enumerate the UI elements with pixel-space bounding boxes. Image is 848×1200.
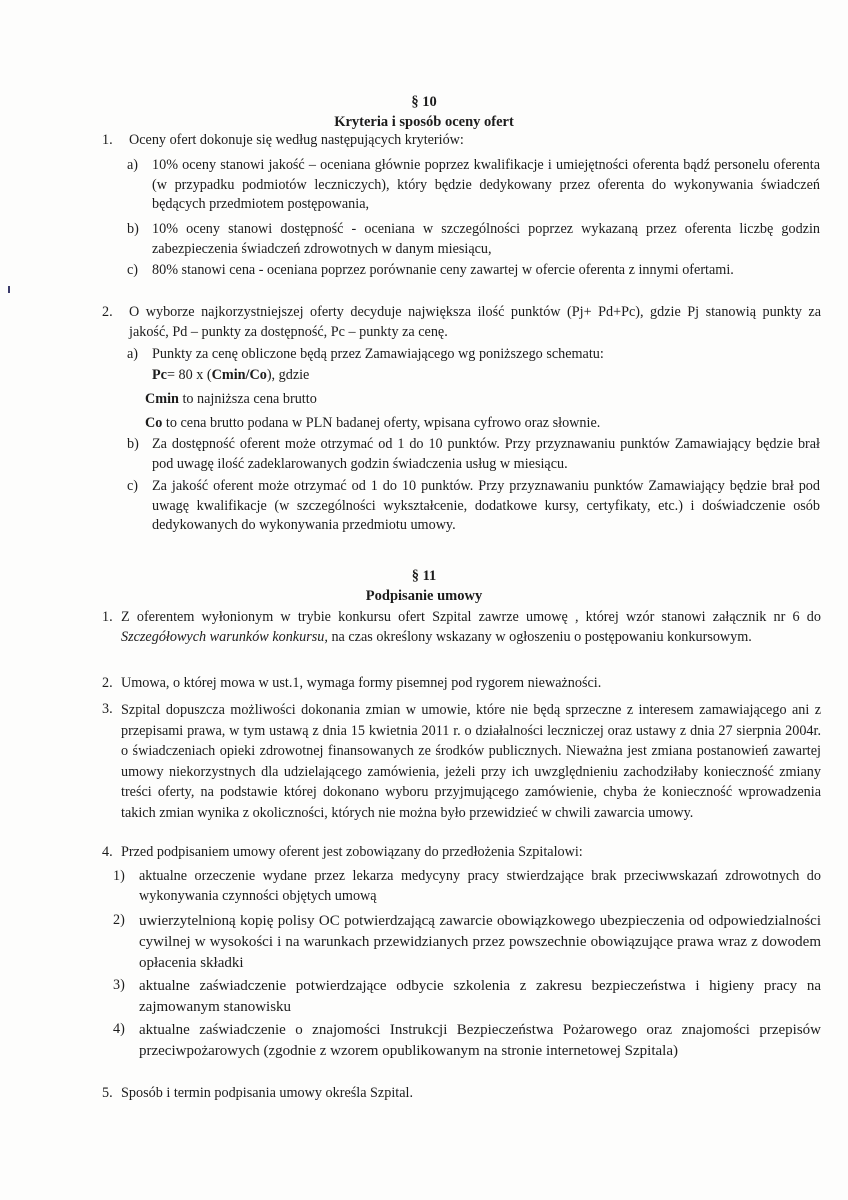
s10-p1a-text: 10% oceny stanowi jakość – oceniana głównie poprzez kwalifikacje i umiejętności oferenta bądź personelu oferenta (w przypadku podmiotów leczniczych), który będzie dedykowany przez oferenta do wykonywania świadczeń będących przedmiotem postępowania, bbox=[152, 157, 820, 213]
s11-p5-number: 5. bbox=[102, 1085, 113, 1101]
s11-p4-i3-marker: 3) bbox=[113, 977, 125, 993]
formula-ratio: Cmin/Co bbox=[211, 367, 267, 383]
scan-mark bbox=[8, 286, 10, 293]
s11-p1-text: Z oferentem wyłonionym w trybie konkursu ofert Szpital zawrze umowę , której wzór stanowi załącznik nr 6 do Szczegółowych warunków konkursu, na czas określony wskazany w ogłoszeniu o postępowaniu konkursowym. bbox=[121, 609, 821, 645]
s10-p1-text: Oceny ofert dokonuje się według następujących kryteriów: bbox=[129, 132, 464, 148]
s10-p2b-marker: b) bbox=[127, 436, 139, 452]
s11-p1-number: 1. bbox=[102, 609, 113, 625]
section-11-title: Podpisanie umowy bbox=[365, 588, 483, 604]
s10-p1c-text: 80% stanowi cena - oceniana poprzez porównanie ceny zawartej w ofercie oferenta z innymi ofertami. bbox=[152, 262, 734, 278]
s10-p2-text: O wyborze najkorzystniejszej oferty decyduje największa ilość punktów (Pj+ Pd+Pc), gdzie Pj stanowią punkty za jakość, Pd – punkty za dostępność, Pc – punkty za cenę. bbox=[129, 304, 821, 340]
s10-co-definition: Co to cena brutto podana w PLN badanej oferty, wpisana cyfrowo oraz słownie. bbox=[145, 415, 601, 431]
section-11-number: § 11 bbox=[411, 568, 437, 584]
s10-p2a-text: Punkty za cenę obliczone będą przez Zamawiającego wg poniższego schematu: bbox=[152, 346, 604, 362]
section-10-number: § 10 bbox=[411, 94, 437, 110]
s10-p2c-marker: c) bbox=[127, 478, 139, 494]
s11-p4-number: 4. bbox=[102, 844, 113, 860]
s11-p4-i2-text: uwierzytelnioną kopię polisy OC potwierdzającą zawarcie obowiązkowego ubezpieczenia od odpowiedzialności cywilnej w wysokości i na warunkach przewidzianych przez powszechnie obowiązujące prawa wraz z dowodem opłacenia składki bbox=[139, 913, 821, 971]
s11-p3-number: 3. bbox=[102, 701, 113, 717]
s11-p4-i1-marker: 1) bbox=[113, 868, 125, 884]
s10-p1b-marker: b) bbox=[127, 221, 139, 237]
s10-p2b-text: Za dostępność oferent może otrzymać od 1 do 10 punktów. Przy przyznawaniu punktów Zamawiający będzie brał pod uwagę ilość zadeklarowanych godzin świadczenia usług w miesiącu. bbox=[152, 436, 820, 472]
s10-p1a-marker: a) bbox=[127, 157, 139, 173]
s11-p4-i2-marker: 2) bbox=[113, 912, 125, 928]
s11-p3-text: Szpital dopuszcza możliwości dokonania zmian w umowie, które nie będą sprzeczne z interesem zamawiającego ani z przepisami prawa, w tym ustawą z dnia 15 kwietnia 2011 r. o działalności leczniczej oraz ustawy z dnia 27 sierpnia 2004r. o świadczeniach opieki zdrowotnej finansowanych ze środków publicznych. Nieważna jest zmiana postanowień zawartej umowy niekorzystnych dla udzielającego zamówienia, jeżeli przy ich uwzględnieniu zachodziłaby konieczność zmiany treści oferty, na podstawie której dokonano wyboru przyjmującego zamówienie, chyba że konieczność wprowadzenia takich zmian wynika z okoliczności, których nie można było przewidzieć w chwili zawarcia umowy. bbox=[121, 702, 821, 821]
s10-p1c-marker: c) bbox=[127, 262, 139, 278]
s11-p2-number: 2. bbox=[102, 675, 113, 691]
s11-p4-i1-text: aktualne orzeczenie wydane przez lekarza medycyny pracy stwierdzające brak przeciwwskazań zdrowotnych do wykonywania czynności objętych umową bbox=[139, 868, 821, 904]
s10-p1b-text: 10% oceny stanowi dostępność - oceniana w szczególności poprzez wykazaną przez oferenta liczbę godzin zabezpieczenia świadczeń zdrowotnych w danym miesiącu, bbox=[152, 221, 820, 257]
formula-pc: Pc bbox=[152, 367, 167, 383]
s10-p2c-text: Za jakość oferent może otrzymać od 1 do 10 punktów. Przy przyznawaniu punktów Zamawiający będzie brał pod uwagę kwalifikacje (w szczególności wykształcenie, dodatkowe kursy, certyfikaty, etc.) i doświadczenie osób dedykowanych do wykonywania przedmiotu umowy. bbox=[152, 478, 820, 534]
s11-p4-i4-marker: 4) bbox=[113, 1021, 125, 1037]
s10-p2-number: 2. bbox=[102, 304, 113, 320]
s10-p2a-marker: a) bbox=[127, 346, 139, 362]
s10-price-formula: Pc= 80 x (Cmin/Co), gdzie bbox=[152, 367, 310, 383]
s10-cmin-definition: Cmin to najniższa cena brutto bbox=[145, 391, 317, 407]
s11-p4-text: Przed podpisaniem umowy oferent jest zobowiązany do przedłożenia Szpitalowi: bbox=[121, 844, 583, 860]
s11-p4-i3-text: aktualne zaświadczenie potwierdzające odbycie szkolenia z zakresu bezpieczeństwa i higieny pracy na zajmowanym stanowisku bbox=[139, 978, 821, 1015]
s11-p5-text: Sposób i termin podpisania umowy określa Szpital. bbox=[121, 1085, 413, 1101]
s11-p2-text: Umowa, o której mowa w ust.1, wymaga formy pisemnej pod rygorem nieważności. bbox=[121, 675, 602, 691]
section-10-title: Kryteria i sposób oceny ofert bbox=[334, 114, 514, 130]
s11-p4-i4-text: aktualne zaświadczenie o znajomości Instrukcji Bezpieczeństwa Pożarowego oraz znajomości przepisów przeciwpożarowych (zgodnie z wzorem opublikowanym na stronie internetowej Szpitala) bbox=[139, 1022, 821, 1059]
s10-p1-number: 1. bbox=[102, 132, 113, 148]
